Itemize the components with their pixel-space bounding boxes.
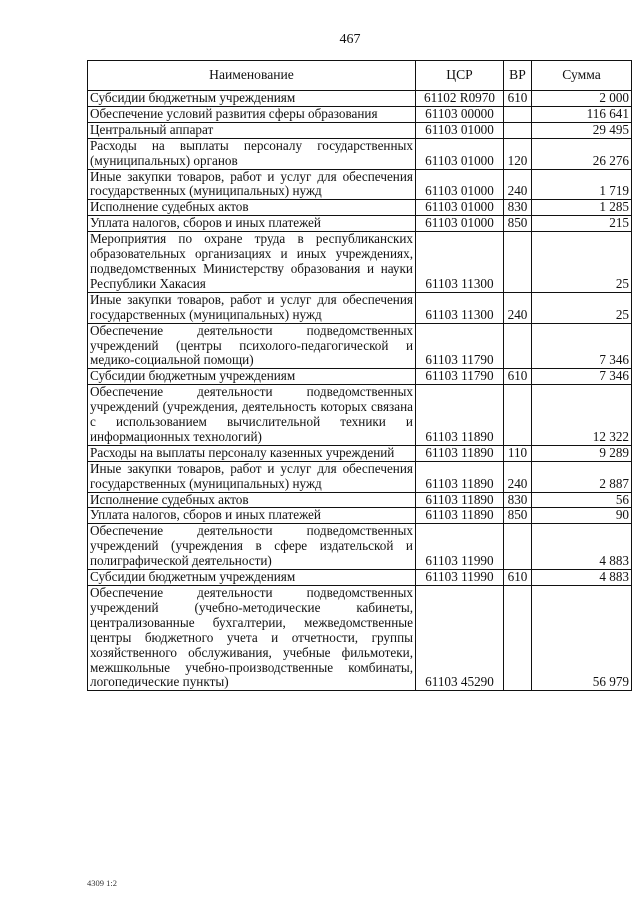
cell-vr xyxy=(504,524,532,570)
table-row xyxy=(88,106,632,122)
cell-vr xyxy=(504,122,532,138)
cell-name: Расходы на выплаты персоналу государственных (муниципальных) органов xyxy=(88,138,416,169)
table-row xyxy=(88,369,632,385)
cell-csr: 61103 01000 xyxy=(416,122,504,138)
cell-sum: 2 887 xyxy=(532,461,632,492)
cell-csr: 61103 11890 xyxy=(416,508,504,524)
cell-vr: 850 xyxy=(504,508,532,524)
header-name: Наименование xyxy=(88,61,416,91)
cell-csr: 61103 11890 xyxy=(416,385,504,446)
cell-csr: 61103 45290 xyxy=(416,586,504,691)
cell-name: Иные закупки товаров, работ и услуг для обеспечения государственных (муниципальных) нужд xyxy=(88,292,416,323)
table-row xyxy=(88,586,632,691)
table-row xyxy=(88,138,632,169)
cell-vr: 120 xyxy=(504,138,532,169)
cell-csr: 61103 11890 xyxy=(416,445,504,461)
cell-name: Обеспечение деятельности подведомственных учреждений (учреждения в сфере издательской и полиграфической деятельности) xyxy=(88,524,416,570)
budget-table xyxy=(87,60,632,691)
cell-vr xyxy=(504,586,532,691)
cell-name: Иные закупки товаров, работ и услуг для обеспечения государственных (муниципальных) нужд xyxy=(88,461,416,492)
cell-vr: 610 xyxy=(504,91,532,107)
cell-sum: 29 495 xyxy=(532,122,632,138)
cell-vr xyxy=(504,106,532,122)
table-row xyxy=(88,91,632,107)
cell-sum: 1 719 xyxy=(532,169,632,200)
cell-vr: 240 xyxy=(504,169,532,200)
table-row xyxy=(88,169,632,200)
footer-code: 4309 1:2 xyxy=(87,878,117,888)
table-row xyxy=(88,323,632,369)
table-header-row xyxy=(88,61,632,91)
cell-sum: 25 xyxy=(532,232,632,293)
cell-vr: 610 xyxy=(504,570,532,586)
cell-csr: 61103 11300 xyxy=(416,232,504,293)
cell-vr xyxy=(504,232,532,293)
table-row xyxy=(88,570,632,586)
cell-vr: 610 xyxy=(504,369,532,385)
cell-sum: 56 xyxy=(532,492,632,508)
cell-vr: 110 xyxy=(504,445,532,461)
table-body xyxy=(88,91,632,691)
cell-sum: 56 979 xyxy=(532,586,632,691)
cell-vr: 830 xyxy=(504,492,532,508)
cell-csr: 61103 11300 xyxy=(416,292,504,323)
cell-sum: 12 322 xyxy=(532,385,632,446)
cell-name: Обеспечение деятельности подведомственных учреждений (центры психолого-педагогической и медико-социальной помощи) xyxy=(88,323,416,369)
cell-sum: 7 346 xyxy=(532,369,632,385)
cell-vr: 830 xyxy=(504,200,532,216)
header-csr: ЦСР xyxy=(416,61,504,91)
cell-name: Исполнение судебных актов xyxy=(88,200,416,216)
header-sum: Сумма xyxy=(532,61,632,91)
cell-name: Расходы на выплаты персоналу казенных учреждений xyxy=(88,445,416,461)
table-row xyxy=(88,385,632,446)
table-row xyxy=(88,461,632,492)
cell-csr: 61103 11990 xyxy=(416,524,504,570)
cell-sum: 25 xyxy=(532,292,632,323)
page-number: 467 xyxy=(339,32,361,47)
cell-name: Мероприятия по охране труда в республиканских образовательных организациях и иных учреждениях, подведомственных Министерству образования и науки Республики Хакасия xyxy=(88,232,416,293)
cell-csr: 61103 01000 xyxy=(416,200,504,216)
cell-sum: 4 883 xyxy=(532,524,632,570)
cell-name: Обеспечение деятельности подведомственных учреждений (учебно-методические кабинеты, централизованные бухгалтерии, межведомственные центры бюджетного учета и отчетности, группы хозяйственного обслуживания, учебные фильмотеки, межшкольные учебно-производственные комбинаты, логопедические пункты) xyxy=(88,586,416,691)
cell-sum: 26 276 xyxy=(532,138,632,169)
cell-name: Центральный аппарат xyxy=(88,122,416,138)
cell-name: Уплата налогов, сборов и иных платежей xyxy=(88,216,416,232)
cell-name: Иные закупки товаров, работ и услуг для обеспечения государственных (муниципальных) нужд xyxy=(88,169,416,200)
cell-name: Субсидии бюджетным учреждениям xyxy=(88,91,416,107)
cell-vr: 240 xyxy=(504,292,532,323)
cell-name: Исполнение судебных актов xyxy=(88,492,416,508)
cell-sum: 9 289 xyxy=(532,445,632,461)
cell-csr: 61102 R0970 xyxy=(416,91,504,107)
table-row xyxy=(88,292,632,323)
cell-name: Обеспечение условий развития сферы образования xyxy=(88,106,416,122)
cell-csr: 61103 11790 xyxy=(416,323,504,369)
cell-vr xyxy=(504,385,532,446)
cell-csr: 61103 11790 xyxy=(416,369,504,385)
cell-csr: 61103 01000 xyxy=(416,169,504,200)
cell-sum: 116 641 xyxy=(532,106,632,122)
table-row xyxy=(88,232,632,293)
cell-vr: 240 xyxy=(504,461,532,492)
cell-name: Уплата налогов, сборов и иных платежей xyxy=(88,508,416,524)
table-row xyxy=(88,445,632,461)
cell-sum: 4 883 xyxy=(532,570,632,586)
cell-vr xyxy=(504,323,532,369)
table-row xyxy=(88,524,632,570)
table-row xyxy=(88,122,632,138)
cell-csr: 61103 01000 xyxy=(416,138,504,169)
cell-csr: 61103 01000 xyxy=(416,216,504,232)
table-row xyxy=(88,492,632,508)
cell-name: Субсидии бюджетным учреждениям xyxy=(88,369,416,385)
table-row xyxy=(88,508,632,524)
cell-csr: 61103 11890 xyxy=(416,461,504,492)
table-row xyxy=(88,200,632,216)
cell-sum: 215 xyxy=(532,216,632,232)
cell-csr: 61103 11890 xyxy=(416,492,504,508)
table-row xyxy=(88,216,632,232)
cell-sum: 90 xyxy=(532,508,632,524)
header-vr: ВР xyxy=(504,61,532,91)
cell-sum: 7 346 xyxy=(532,323,632,369)
cell-csr: 61103 00000 xyxy=(416,106,504,122)
cell-name: Обеспечение деятельности подведомственных учреждений (учреждения, деятельность которых связана с использованием вычислительной техники и информационных технологий) xyxy=(88,385,416,446)
cell-csr: 61103 11990 xyxy=(416,570,504,586)
cell-name: Субсидии бюджетным учреждениям xyxy=(88,570,416,586)
cell-sum: 1 285 xyxy=(532,200,632,216)
cell-vr: 850 xyxy=(504,216,532,232)
cell-sum: 2 000 xyxy=(532,91,632,107)
